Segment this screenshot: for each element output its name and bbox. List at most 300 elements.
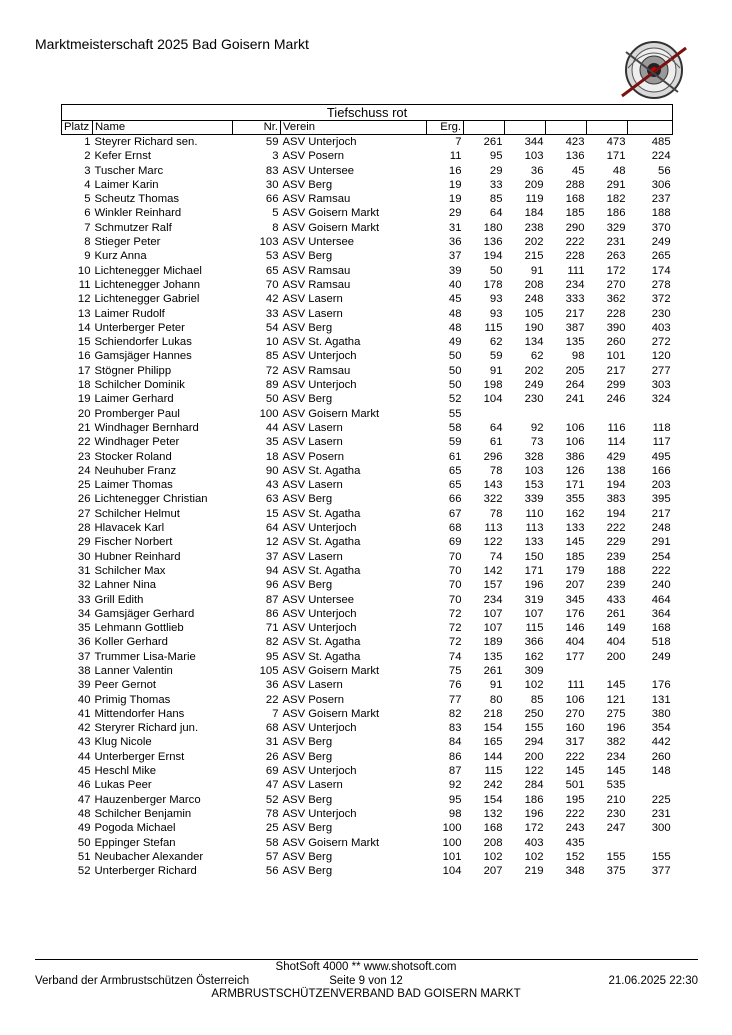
cell-shot-5: 176 — [651, 679, 671, 692]
cell-platz: 6 — [84, 207, 91, 220]
cell-erg: 68 — [448, 522, 462, 535]
cell-shot-5: 485 — [651, 136, 671, 148]
cell-name: Stögner Philipp — [94, 364, 172, 377]
cell-shot-1: 261 — [483, 664, 503, 677]
cell-shot-3: 133 — [565, 522, 585, 535]
cell-platz: 26 — [77, 493, 91, 506]
cell-shot-3 — [546, 664, 587, 678]
cell-nr: 100 — [259, 407, 279, 420]
cell-shot-1: 93 — [489, 293, 503, 306]
cell-name: Scheutz Thomas — [94, 193, 180, 206]
cell-nr: 37 — [265, 550, 279, 563]
cell-platz: 49 — [77, 822, 91, 835]
table-row — [62, 478, 673, 492]
cell-platz: 17 — [77, 364, 91, 377]
cell-nr: 82 — [265, 636, 279, 649]
cell-erg: 50 — [448, 364, 462, 377]
cell-platz: 47 — [77, 793, 91, 806]
cell-shot-3: 160 — [565, 722, 585, 735]
cell-name: Schiendorfer Lukas — [94, 336, 192, 349]
cell-verein: ASV Goisern Markt — [282, 407, 380, 420]
cell-shot-2: 105 — [524, 307, 544, 320]
cell-verein: ASV Posern — [282, 150, 345, 163]
cell-shot-1 — [464, 407, 505, 421]
cell-erg: 83 — [448, 722, 462, 735]
cell-shot-3: 171 — [565, 479, 585, 492]
cell-shot-3: 501 — [565, 779, 585, 792]
cell-shot-2: 208 — [524, 278, 544, 291]
cell-platz: 19 — [77, 393, 91, 406]
cell-shot-3: 348 — [565, 865, 585, 878]
cell-name: Gamsjäger Gerhard — [94, 607, 195, 620]
cell-platz: 18 — [77, 379, 91, 392]
cell-platz: 29 — [77, 536, 91, 549]
cell-platz: 23 — [77, 450, 91, 463]
cell-erg: 72 — [448, 636, 462, 649]
cell-shot-4: 101 — [606, 350, 626, 363]
cell-shot-2: 134 — [524, 336, 544, 349]
cell-erg: 40 — [448, 278, 462, 291]
cell-shot-5: 225 — [651, 793, 671, 806]
col-header-shot-2 — [505, 121, 546, 135]
footer-page-number: Seite 9 von 12 — [329, 975, 403, 987]
cell-nr: 42 — [265, 293, 279, 306]
cell-shot-4: 390 — [606, 321, 626, 334]
table-row — [62, 206, 673, 220]
cell-shot-1: 61 — [489, 436, 503, 449]
cell-erg: 37 — [448, 250, 462, 263]
cell-shot-5: 306 — [651, 178, 671, 191]
cell-shot-2: 150 — [524, 550, 544, 563]
cell-shot-2: 162 — [524, 650, 544, 663]
cell-shot-4: 375 — [606, 865, 626, 878]
cell-erg: 87 — [448, 765, 462, 778]
cell-nr: 7 — [272, 707, 279, 720]
cell-verein: ASV Ramsau — [282, 364, 351, 377]
cell-shot-4: 383 — [606, 493, 626, 506]
cell-platz: 10 — [77, 264, 91, 277]
cell-shot-3: 234 — [565, 278, 585, 291]
table-row — [62, 836, 673, 850]
cell-name: Steyrer Richard sen. — [94, 136, 198, 148]
cell-shot-1: 322 — [483, 493, 503, 506]
cell-platz: 30 — [77, 550, 91, 563]
cell-platz: 33 — [77, 593, 91, 606]
cell-erg: 36 — [448, 236, 462, 249]
cell-shot-3: 386 — [565, 450, 585, 463]
cell-platz: 12 — [77, 293, 91, 306]
cell-verein: ASV Lasern — [282, 436, 343, 449]
cell-erg: 95 — [448, 793, 462, 806]
cell-nr: 52 — [265, 793, 279, 806]
table-row — [62, 335, 673, 349]
cell-shot-4: 382 — [606, 736, 626, 749]
cell-erg: 50 — [448, 379, 462, 392]
cell-nr: 78 — [265, 807, 279, 820]
cell-platz: 8 — [84, 236, 91, 249]
cell-name: Schmutzer Ralf — [94, 221, 172, 234]
cell-erg: 70 — [448, 593, 462, 606]
cell-shot-2: 284 — [524, 779, 544, 792]
cell-shot-2: 102 — [524, 850, 544, 863]
cell-shot-4: 535 — [606, 779, 626, 792]
cell-nr: 63 — [265, 493, 279, 506]
cell-shot-3: 152 — [565, 850, 585, 863]
cell-shot-1: 115 — [484, 765, 503, 778]
cell-platz: 36 — [77, 636, 91, 649]
cell-shot-4: 172 — [606, 264, 626, 277]
cell-verein: ASV Goisern Markt — [282, 207, 380, 220]
cell-name: Primig Thomas — [94, 693, 171, 706]
col-header-platz: Platz — [62, 121, 93, 135]
cell-name: Koller Gerhard — [94, 636, 168, 649]
cell-platz: 27 — [77, 507, 91, 520]
cell-shot-1: 296 — [483, 450, 503, 463]
cell-platz: 11 — [78, 278, 91, 291]
cell-shot-2: 200 — [524, 750, 544, 763]
cell-shot-2: 103 — [524, 464, 544, 477]
cell-name: Lichtenegger Johann — [94, 278, 201, 291]
footer-timestamp: 21.06.2025 22:30 — [608, 975, 698, 987]
results-table — [61, 104, 673, 878]
cell-shot-2: 115 — [525, 622, 544, 635]
cell-nr: 12 — [265, 536, 279, 549]
table-row — [62, 135, 673, 150]
cell-verein: ASV Goisern Markt — [282, 664, 380, 677]
cell-shot-5: 260 — [651, 750, 671, 763]
cell-erg: 98 — [448, 807, 462, 820]
cell-name: Schilcher Helmut — [94, 507, 180, 520]
cell-shot-5: 120 — [651, 350, 671, 363]
cell-name: Trummer Lisa-Marie — [94, 650, 196, 663]
cell-shot-4: 210 — [606, 793, 626, 806]
cell-erg: 48 — [448, 307, 462, 320]
cell-platz: 15 — [77, 336, 91, 349]
cell-nr: 53 — [265, 250, 279, 263]
table-row — [62, 249, 673, 263]
table-row — [62, 421, 673, 435]
cell-verein: ASV Unterjoch — [282, 350, 357, 363]
table-row — [62, 550, 673, 564]
cell-verein: ASV Berg — [282, 579, 333, 592]
cell-verein: ASV Unterjoch — [282, 765, 357, 778]
cell-shot-2: 196 — [524, 579, 544, 592]
cell-nr: 3 — [272, 150, 279, 163]
cell-nr: 43 — [265, 479, 279, 492]
cell-shot-1: 142 — [483, 564, 503, 577]
cell-nr: 57 — [265, 850, 279, 863]
cell-platz: 46 — [77, 779, 91, 792]
col-header-verein: Verein — [281, 121, 427, 135]
cell-erg: 70 — [448, 550, 462, 563]
col-header-shot-4 — [587, 121, 628, 135]
cell-nr: 56 — [265, 865, 279, 878]
cell-shot-1: 62 — [489, 336, 503, 349]
cell-shot-1: 78 — [489, 507, 503, 520]
cell-shot-3: 106 — [565, 693, 585, 706]
table-row — [62, 164, 673, 178]
cell-erg: 65 — [448, 464, 462, 477]
cell-shot-5: 188 — [651, 207, 671, 220]
cell-shot-1: 136 — [483, 236, 503, 249]
cell-erg: 19 — [448, 178, 462, 191]
cell-name: Eppinger Stefan — [94, 836, 176, 849]
cell-platz: 31 — [77, 564, 91, 577]
cell-shot-3: 288 — [565, 178, 585, 191]
cell-shot-4: 473 — [606, 136, 626, 148]
cell-shot-1: 91 — [489, 679, 503, 692]
cell-nr: 95 — [265, 650, 279, 663]
table-row — [62, 707, 673, 721]
cell-shot-5: 155 — [651, 850, 671, 863]
cell-erg: 101 — [442, 850, 462, 863]
cell-shot-4: 433 — [606, 593, 626, 606]
cell-shot-4: 228 — [606, 307, 626, 320]
cell-shot-5: 254 — [651, 550, 671, 563]
table-row — [62, 349, 673, 363]
cell-shot-3: 207 — [565, 579, 585, 592]
cell-verein: ASV Unterjoch — [282, 607, 357, 620]
cell-shot-3: 146 — [565, 622, 585, 635]
cell-erg: 92 — [448, 779, 462, 792]
cell-shot-3: 185 — [565, 550, 585, 563]
cell-nr: 30 — [265, 178, 279, 191]
cell-shot-1: 80 — [489, 693, 503, 706]
cell-erg: 29 — [448, 207, 462, 220]
cell-nr: 68 — [265, 722, 279, 735]
cell-shot-4: 229 — [606, 536, 626, 549]
cell-shot-5: 166 — [651, 464, 671, 477]
cell-shot-2: 219 — [524, 865, 544, 878]
cell-shot-5: 117 — [652, 436, 671, 449]
cell-shot-2 — [505, 407, 546, 421]
cell-shot-3: 217 — [565, 307, 585, 320]
cell-shot-2: 36 — [530, 164, 544, 177]
cell-verein: ASV Lasern — [282, 779, 343, 792]
cell-platz: 5 — [84, 193, 91, 206]
cell-verein: ASV Unterjoch — [282, 722, 357, 735]
table-row — [62, 278, 673, 292]
cell-shot-2: 102 — [524, 679, 544, 692]
cell-verein: ASV Berg — [282, 865, 333, 878]
cell-verein: ASV St. Agatha — [282, 650, 361, 663]
cell-shot-5: 380 — [651, 707, 671, 720]
table-row — [62, 521, 673, 535]
cell-shot-4: 247 — [606, 822, 626, 835]
cell-shot-3: 195 — [565, 793, 585, 806]
cell-nr: 5 — [272, 207, 279, 220]
cell-verein: ASV Lasern — [282, 307, 343, 320]
table-row — [62, 693, 673, 707]
cell-nr: 71 — [265, 622, 279, 635]
cell-verein: ASV St. Agatha — [282, 464, 361, 477]
cell-shot-5: 464 — [651, 593, 671, 606]
cell-name: Kefer Ernst — [94, 150, 152, 163]
cell-verein: ASV Untersee — [282, 236, 355, 249]
cell-shot-4: 186 — [606, 207, 626, 220]
cell-shot-3: 355 — [565, 493, 585, 506]
cell-shot-4: 362 — [606, 293, 626, 306]
cell-shot-4: 234 — [606, 750, 626, 763]
cell-shot-1: 135 — [483, 650, 503, 663]
cell-nr: 50 — [265, 393, 279, 406]
cell-shot-1: 144 — [483, 750, 503, 763]
col-header-name: Name — [93, 121, 233, 135]
cell-shot-5: 324 — [651, 393, 671, 406]
cell-shot-3: 387 — [565, 321, 585, 334]
cell-shot-2: 294 — [524, 736, 544, 749]
cell-nr: 94 — [265, 564, 279, 577]
table-row — [62, 750, 673, 764]
cell-erg: 69 — [448, 536, 462, 549]
cell-shot-2: 328 — [524, 450, 544, 463]
cell-shot-1: 242 — [483, 779, 503, 792]
cell-platz: 44 — [77, 750, 91, 763]
cell-platz: 9 — [84, 250, 91, 263]
cell-shot-3: 205 — [565, 364, 585, 377]
cell-shot-4: 145 — [606, 679, 626, 692]
cell-nr: 69 — [265, 765, 279, 778]
cell-name: Windhager Bernhard — [94, 421, 199, 434]
cell-shot-2: 339 — [524, 493, 544, 506]
cell-platz: 16 — [77, 350, 91, 363]
cell-name: Hauzenberger Marco — [94, 793, 201, 806]
cell-shot-5: 518 — [651, 636, 671, 649]
cell-shot-3: 176 — [565, 607, 585, 620]
cell-shot-3: 98 — [571, 350, 585, 363]
cell-nr: 83 — [265, 164, 279, 177]
cell-shot-5: 495 — [651, 450, 671, 463]
cell-platz: 21 — [77, 421, 91, 434]
table-row — [62, 864, 673, 878]
table-row — [62, 192, 673, 206]
cell-platz: 35 — [77, 622, 91, 635]
table-row — [62, 149, 673, 163]
cell-erg: 52 — [448, 393, 462, 406]
cell-shot-4: 114 — [607, 436, 626, 449]
cell-shot-2: 196 — [524, 807, 544, 820]
cell-platz: 20 — [77, 407, 91, 420]
cell-erg: 67 — [448, 507, 462, 520]
cell-name: Schilcher Dominik — [94, 379, 185, 392]
cell-shot-1: 29 — [489, 164, 503, 177]
cell-shot-1: 102 — [483, 850, 503, 863]
cell-shot-2: 319 — [524, 593, 544, 606]
table-row — [62, 292, 673, 306]
cell-shot-5: 174 — [651, 264, 671, 277]
cell-erg: 66 — [448, 493, 462, 506]
cell-shot-2: 230 — [524, 393, 544, 406]
cell-shot-1: 261 — [483, 136, 503, 148]
col-header-nr: Nr. — [233, 121, 281, 135]
cell-shot-2: 249 — [524, 379, 544, 392]
cell-shot-2: 215 — [524, 250, 544, 263]
cell-shot-5: 230 — [651, 307, 671, 320]
cell-shot-2: 113 — [525, 522, 544, 535]
cell-name: Lukas Peer — [94, 779, 152, 792]
cell-erg: 74 — [448, 650, 462, 663]
cell-shot-3: 106 — [565, 421, 585, 434]
cell-shot-3: 222 — [565, 750, 585, 763]
cell-shot-3: 241 — [565, 393, 585, 406]
cell-platz: 50 — [77, 836, 91, 849]
cell-shot-5: 168 — [651, 622, 671, 635]
cell-shot-1: 33 — [489, 178, 503, 191]
cell-shot-4: 188 — [606, 564, 626, 577]
cell-shot-5: 300 — [651, 822, 671, 835]
cell-name: Stocker Roland — [94, 450, 172, 463]
cell-shot-2: 122 — [524, 765, 544, 778]
cell-shot-2: 366 — [524, 636, 544, 649]
cell-shot-4: 270 — [606, 278, 626, 291]
cell-erg: 65 — [448, 479, 462, 492]
cell-verein: ASV Lasern — [282, 550, 343, 563]
table-row — [62, 464, 673, 478]
cell-verein: ASV St. Agatha — [282, 636, 361, 649]
cell-erg: 11 — [449, 150, 462, 163]
cell-name: Grill Edith — [94, 593, 144, 606]
cell-name: Tuscher Marc — [94, 164, 164, 177]
cell-shot-2: 250 — [524, 707, 544, 720]
cell-shot-2: 209 — [524, 178, 544, 191]
cell-nr: 18 — [265, 450, 279, 463]
cell-name: Laimer Gerhard — [94, 393, 174, 406]
table-row — [62, 407, 673, 421]
cell-nr: 36 — [265, 679, 279, 692]
cell-shot-4: 291 — [606, 178, 626, 191]
table-row — [62, 307, 673, 321]
cell-nr: 96 — [265, 579, 279, 592]
cell-shot-2: 184 — [524, 207, 544, 220]
cell-shot-1: 115 — [484, 321, 503, 334]
cell-shot-5: 403 — [651, 321, 671, 334]
cell-shot-4: 138 — [606, 464, 626, 477]
cell-name: Neubacher Alexander — [94, 850, 204, 863]
cell-shot-1: 74 — [489, 550, 503, 563]
cell-shot-1: 218 — [483, 707, 503, 720]
cell-verein: ASV Berg — [282, 822, 333, 835]
cell-erg: 70 — [448, 579, 462, 592]
cell-erg: 75 — [448, 664, 462, 677]
cell-nr: 86 — [265, 607, 279, 620]
cell-shot-2: 309 — [524, 664, 544, 677]
cell-name: Lanner Valentin — [94, 664, 173, 677]
cell-name: Kurz Anna — [94, 250, 147, 263]
cell-erg: 7 — [455, 136, 462, 148]
cell-shot-4: 239 — [606, 579, 626, 592]
cell-shot-4: 263 — [606, 250, 626, 263]
cell-shot-5: 249 — [651, 650, 671, 663]
cell-erg: 39 — [448, 264, 462, 277]
cell-shot-5: 203 — [651, 479, 671, 492]
cell-nr: 31 — [265, 736, 279, 749]
cell-erg: 48 — [448, 321, 462, 334]
cell-shot-3: 423 — [565, 136, 585, 148]
cell-nr: 66 — [265, 193, 279, 206]
cell-name: Klug Nicole — [94, 736, 152, 749]
cell-verein: ASV Lasern — [282, 679, 343, 692]
cell-shot-2: 155 — [524, 722, 544, 735]
table-row — [62, 721, 673, 735]
table-row — [62, 821, 673, 835]
cell-shot-1: 194 — [483, 250, 503, 263]
cell-shot-4: 230 — [606, 807, 626, 820]
cell-platz: 22 — [77, 436, 91, 449]
cell-verein: ASV Berg — [282, 393, 333, 406]
cell-verein: ASV Berg — [282, 850, 333, 863]
cell-name: Peer Gernot — [94, 679, 157, 692]
cell-shot-2: 92 — [530, 421, 544, 434]
